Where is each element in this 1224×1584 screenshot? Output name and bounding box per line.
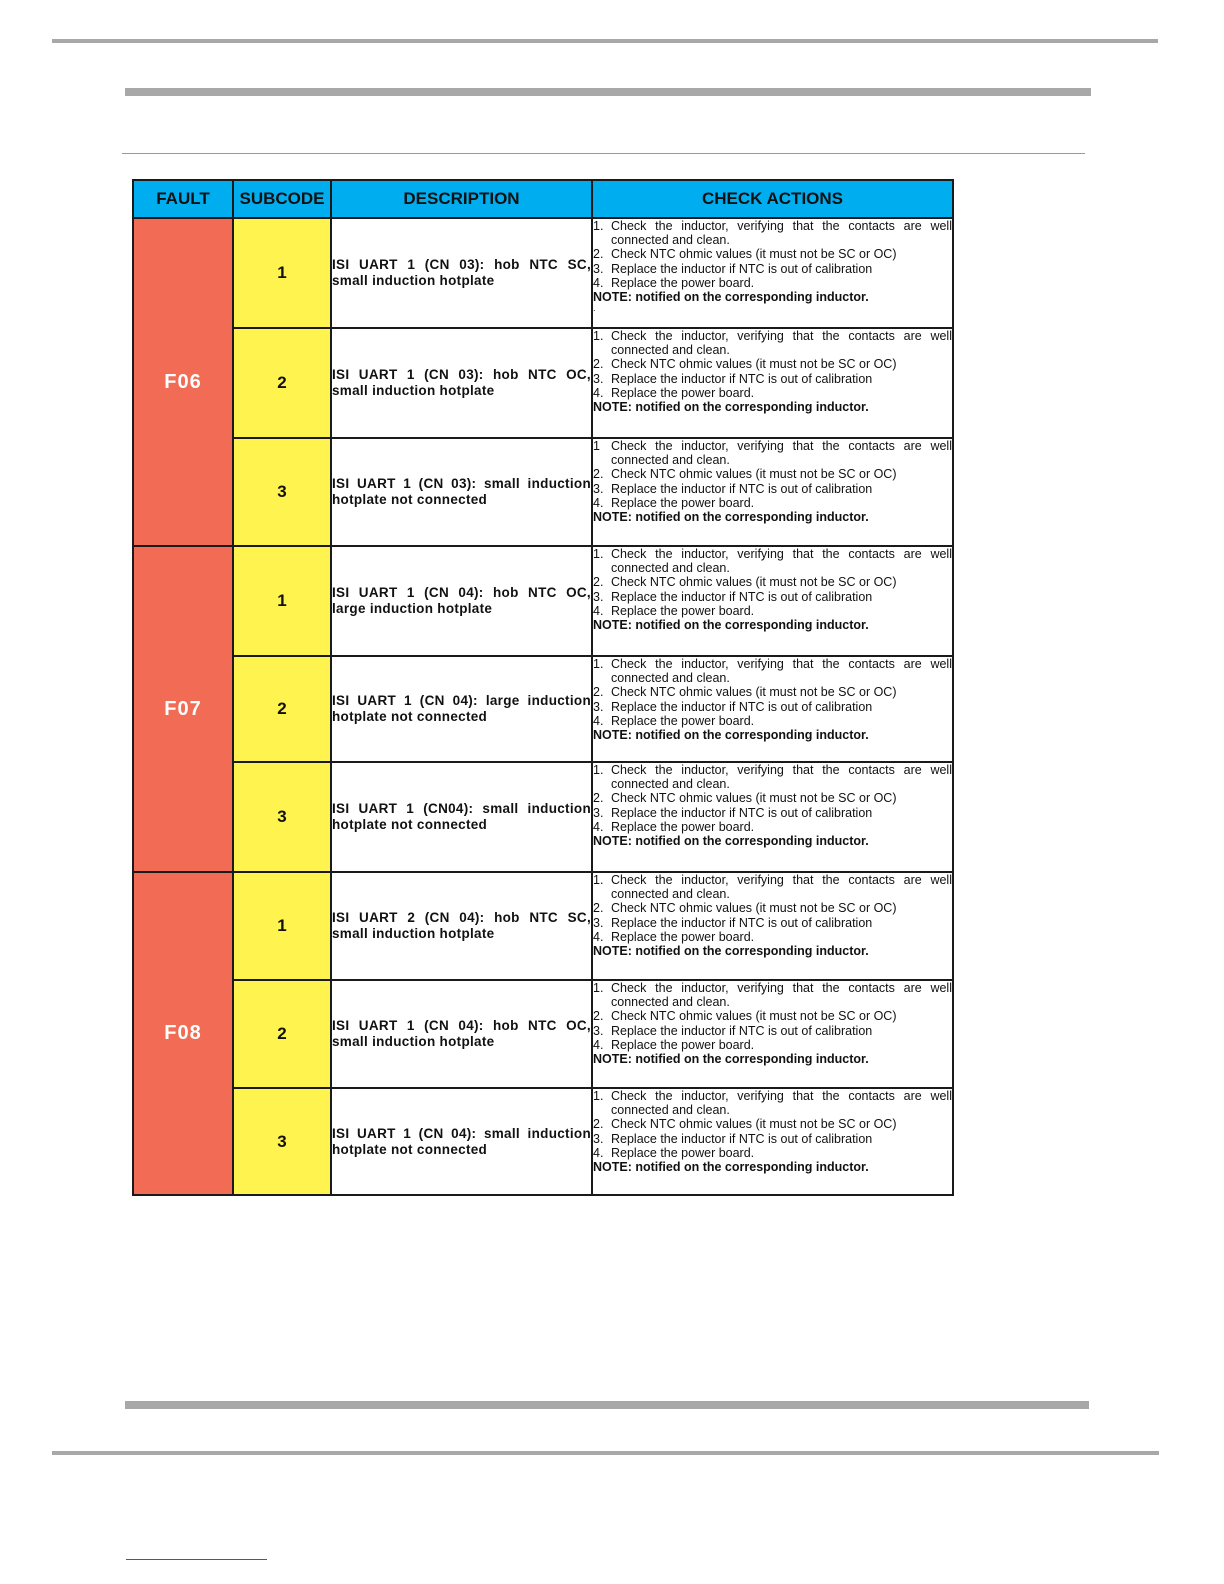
action-item: [593, 873, 952, 901]
footer-link-line: [126, 1559, 267, 1560]
table-row: [133, 328, 953, 438]
action-item: [593, 1132, 952, 1146]
action-item: [593, 685, 952, 699]
action-number: 1: [593, 439, 600, 453]
action-number: 2.: [593, 575, 604, 590]
table-row: [133, 1088, 953, 1195]
action-number: 1.: [593, 1089, 604, 1103]
action-note: NOTE: notified on the corresponding inductor.: [593, 510, 869, 525]
action-item: [593, 763, 952, 791]
action-number: 4.: [593, 385, 604, 400]
fault-code-cell: F07: [133, 546, 233, 872]
action-note: NOTE: notified on the corresponding inductor.: [593, 1160, 869, 1175]
action-text: Check the inductor, verifying that the contacts are well connected and clean.: [611, 219, 952, 248]
table-row: [133, 762, 953, 872]
action-item: [593, 604, 952, 618]
action-item: [593, 247, 952, 261]
action-number: 2.: [593, 685, 604, 700]
table-row: [133, 656, 953, 762]
action-item: [593, 439, 952, 467]
action-number: 1.: [593, 547, 604, 561]
action-number: 2.: [593, 901, 604, 916]
action-number: 3.: [593, 261, 604, 276]
check-actions-cell: [592, 1088, 953, 1195]
action-number: 4.: [593, 275, 604, 290]
action-item: [593, 1009, 952, 1023]
trailing-mark: .: [593, 303, 596, 314]
table-row: [133, 980, 953, 1088]
action-item: [593, 372, 952, 386]
check-actions-cell: [592, 218, 953, 328]
col-header-check-actions: CHECK ACTIONS: [592, 180, 953, 218]
subcode-cell: 1: [233, 546, 331, 656]
action-text: Check the inductor, verifying that the contacts are well connected and clean.: [611, 763, 952, 792]
action-item: [593, 700, 952, 714]
check-actions-cell: [592, 980, 953, 1088]
action-list: [593, 219, 952, 290]
action-number: 2.: [593, 1009, 604, 1024]
action-number: 1.: [593, 981, 604, 995]
subcode-cell: 3: [233, 438, 331, 546]
action-note: NOTE: notified on the corresponding inductor.: [593, 400, 869, 415]
action-text: Replace the power board.: [611, 603, 755, 618]
action-item: [593, 981, 952, 1009]
action-number: 3.: [593, 371, 604, 386]
action-text: Replace the power board.: [611, 713, 755, 728]
table-header-row: [133, 180, 953, 218]
action-number: 1.: [593, 219, 604, 233]
action-number: 2.: [593, 1117, 604, 1132]
action-item: [593, 714, 952, 728]
action-text: Check the inductor, verifying that the contacts are well connected and clean.: [611, 981, 952, 1010]
action-note: NOTE: notified on the corresponding inductor.: [593, 728, 869, 743]
action-text: Check the inductor, verifying that the contacts are well connected and clean.: [611, 547, 952, 576]
col-header-description: DESCRIPTION: [331, 180, 592, 218]
description-cell: ISI UART 1 (CN 04): large induction hotplate not connected: [331, 656, 592, 762]
action-item: [593, 386, 952, 400]
subcode-cell: 2: [233, 656, 331, 762]
action-text: Replace the inductor if NTC is out of calibration: [611, 261, 873, 276]
description-cell: ISI UART 1 (CN 03): hob NTC OC, small induction hotplate: [331, 328, 592, 438]
action-text: Check NTC ohmic values (it must not be SC or OC): [611, 357, 897, 372]
action-item: [593, 1117, 952, 1131]
bottom-rule-inner: [125, 1401, 1089, 1409]
subcode-cell: 2: [233, 328, 331, 438]
action-number: 1.: [593, 873, 604, 887]
action-text: Check NTC ohmic values (it must not be SC or OC): [611, 1117, 897, 1132]
description-cell: ISI UART 1 (CN 04): small induction hotplate not connected: [331, 1088, 592, 1195]
action-item: [593, 1038, 952, 1052]
action-text: Check the inductor, verifying that the contacts are well connected and clean.: [611, 873, 952, 902]
action-text: Check the inductor, verifying that the contacts are well connected and clean.: [611, 329, 952, 358]
description-cell: ISI UART 1 (CN 04): hob NTC OC, small induction hotplate: [331, 980, 592, 1088]
action-item: [593, 496, 952, 510]
action-note: NOTE: notified on the corresponding inductor.: [593, 834, 869, 849]
action-list: [593, 1089, 952, 1160]
action-text: Check NTC ohmic values (it must not be SC or OC): [611, 901, 897, 916]
action-text: Replace the inductor if NTC is out of calibration: [611, 481, 873, 496]
action-number: 3.: [593, 805, 604, 820]
action-item: [593, 329, 952, 357]
action-text: Replace the inductor if NTC is out of calibration: [611, 805, 873, 820]
check-actions-cell: [592, 328, 953, 438]
check-actions-cell: [592, 872, 953, 980]
action-item: [593, 916, 952, 930]
action-number: 3.: [593, 915, 604, 930]
description-cell: ISI UART 1 (CN04): small induction hotplate not connected: [331, 762, 592, 872]
action-text: Replace the power board.: [611, 275, 755, 290]
action-item: [593, 930, 952, 944]
action-note: NOTE: notified on the corresponding inductor.: [593, 618, 869, 633]
action-number: 4.: [593, 713, 604, 728]
action-item: [593, 547, 952, 575]
check-actions-cell: [592, 546, 953, 656]
description-cell: ISI UART 1 (CN 03): small induction hotplate not connected: [331, 438, 592, 546]
action-text: Check the inductor, verifying that the contacts are well connected and clean.: [611, 1089, 952, 1118]
action-text: Check NTC ohmic values (it must not be SC or OC): [611, 247, 897, 262]
subcode-cell: 2: [233, 980, 331, 1088]
action-number: 3.: [593, 699, 604, 714]
action-text: Check the inductor, verifying that the contacts are well connected and clean.: [611, 439, 952, 468]
check-actions-cell: [592, 656, 953, 762]
action-number: 4.: [593, 1145, 604, 1160]
fault-code-cell: F06: [133, 218, 233, 546]
action-item: [593, 590, 952, 604]
action-item: [593, 276, 952, 290]
action-number: 1.: [593, 329, 604, 343]
action-note: NOTE: notified on the corresponding inductor.: [593, 1052, 869, 1067]
action-text: Check NTC ohmic values (it must not be SC or OC): [611, 467, 897, 482]
action-text: Replace the inductor if NTC is out of calibration: [611, 1023, 873, 1038]
table-body: [133, 218, 953, 1195]
action-number: 4.: [593, 1037, 604, 1052]
col-header-fault: FAULT: [133, 180, 233, 218]
action-text: Replace the power board.: [611, 1037, 755, 1052]
action-list: [593, 873, 952, 944]
action-item: [593, 482, 952, 496]
action-number: 4.: [593, 495, 604, 510]
subcode-cell: 1: [233, 872, 331, 980]
action-text: Check NTC ohmic values (it must not be SC or OC): [611, 1009, 897, 1024]
action-item: [593, 1146, 952, 1160]
action-item: [593, 219, 952, 247]
action-text: Check NTC ohmic values (it must not be SC or OC): [611, 791, 897, 806]
action-text: Check NTC ohmic values (it must not be SC or OC): [611, 685, 897, 700]
action-number: 2.: [593, 467, 604, 482]
action-text: Replace the inductor if NTC is out of calibration: [611, 371, 873, 386]
description-cell: ISI UART 1 (CN 04): hob NTC OC, large induction hotplate: [331, 546, 592, 656]
action-number: 2.: [593, 357, 604, 372]
action-item: [593, 901, 952, 915]
check-actions-cell: [592, 438, 953, 546]
action-text: Check NTC ohmic values (it must not be SC or OC): [611, 575, 897, 590]
action-note: NOTE: notified on the corresponding inductor.: [593, 944, 869, 959]
action-item: [593, 806, 952, 820]
top-rule-outer: [52, 39, 1158, 43]
action-list: [593, 981, 952, 1052]
action-list: [593, 763, 952, 834]
action-note: NOTE: notified on the corresponding inductor.: [593, 290, 869, 305]
action-item: [593, 357, 952, 371]
subcode-cell: 1: [233, 218, 331, 328]
action-text: Replace the power board.: [611, 1145, 755, 1160]
fault-code-cell: F08: [133, 872, 233, 1195]
action-text: Replace the power board.: [611, 819, 755, 834]
action-item: [593, 657, 952, 685]
action-number: 4.: [593, 929, 604, 944]
action-item: [593, 262, 952, 276]
action-text: Replace the inductor if NTC is out of calibration: [611, 589, 873, 604]
table-row: [133, 872, 953, 980]
action-item: [593, 575, 952, 589]
action-item: [593, 1089, 952, 1117]
action-number: 2.: [593, 247, 604, 262]
action-number: 3.: [593, 1131, 604, 1146]
action-number: 4.: [593, 603, 604, 618]
action-item: [593, 820, 952, 834]
action-number: 1.: [593, 763, 604, 777]
table-row: [133, 546, 953, 656]
check-actions-cell: [592, 762, 953, 872]
action-number: 2.: [593, 791, 604, 806]
header-divider: [122, 153, 1085, 154]
action-number: 3.: [593, 481, 604, 496]
action-list: [593, 657, 952, 728]
subcode-cell: 3: [233, 762, 331, 872]
bottom-rule-outer: [52, 1451, 1159, 1455]
action-text: Replace the inductor if NTC is out of calibration: [611, 1131, 873, 1146]
action-text: Replace the power board.: [611, 495, 755, 510]
top-rule-inner: [125, 88, 1091, 96]
description-cell: ISI UART 2 (CN 04): hob NTC SC, small induction hotplate: [331, 872, 592, 980]
action-text: Replace the power board.: [611, 929, 755, 944]
fault-table: [132, 179, 954, 1196]
action-number: 4.: [593, 819, 604, 834]
col-header-subcode: SUBCODE: [233, 180, 331, 218]
subcode-cell: 3: [233, 1088, 331, 1195]
action-list: [593, 439, 952, 510]
action-text: Replace the inductor if NTC is out of calibration: [611, 699, 873, 714]
action-text: Replace the inductor if NTC is out of calibration: [611, 915, 873, 930]
action-number: 3.: [593, 589, 604, 604]
table-row: [133, 218, 953, 328]
table-row: [133, 438, 953, 546]
action-list: [593, 329, 952, 400]
action-number: 1.: [593, 657, 604, 671]
action-item: [593, 467, 952, 481]
action-number: 3.: [593, 1023, 604, 1038]
action-text: Check the inductor, verifying that the contacts are well connected and clean.: [611, 657, 952, 686]
action-item: [593, 1024, 952, 1038]
description-cell: ISI UART 1 (CN 03): hob NTC SC, small induction hotplate: [331, 218, 592, 328]
action-text: Replace the power board.: [611, 385, 755, 400]
action-item: [593, 791, 952, 805]
action-list: [593, 547, 952, 618]
